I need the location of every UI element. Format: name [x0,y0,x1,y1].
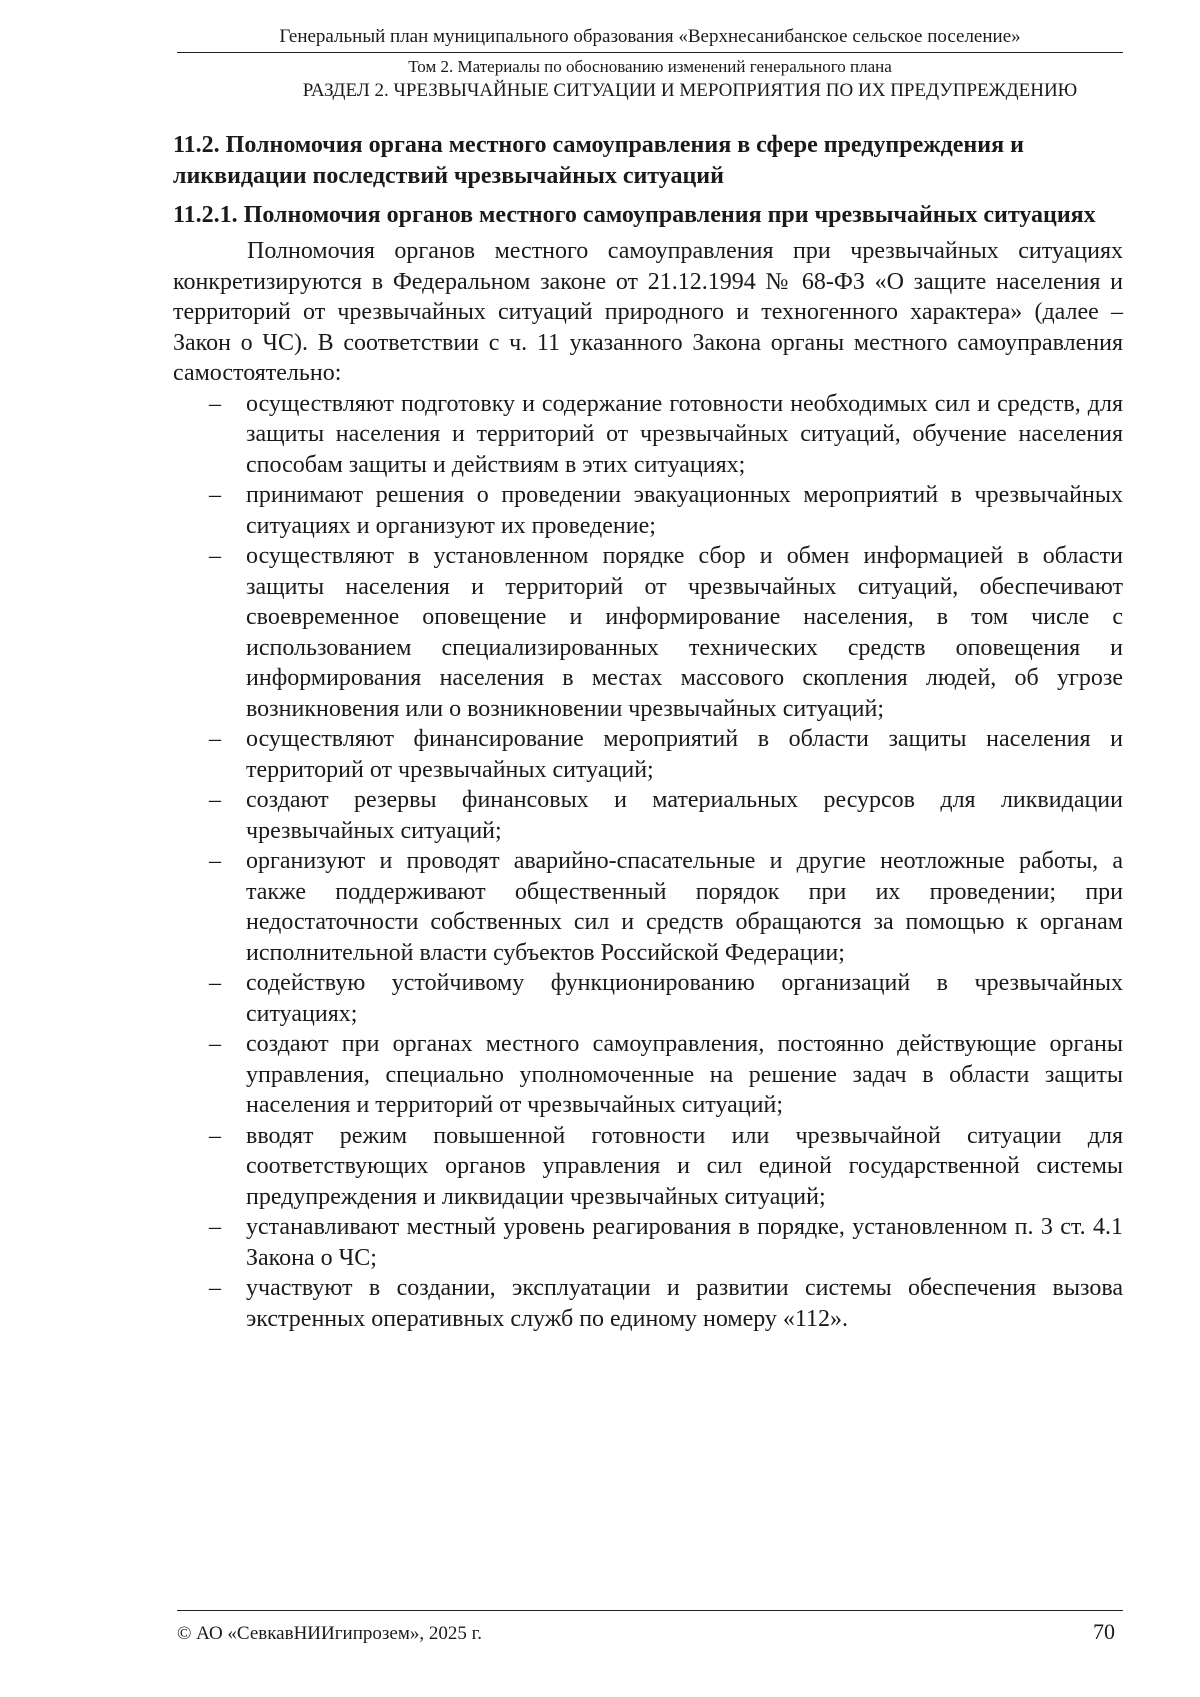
dash-marker: – [209,848,221,874]
powers-list [173,389,1123,1335]
list-item-text: устанавливают местный уровень реагирования в порядке, установленном п. 3 ст. 4.1 Закона о ЧС; [246,1214,1123,1271]
dash-marker: – [209,1275,221,1301]
dash-marker: – [209,1214,221,1240]
list-item-text: организуют и проводят аварийно-спасательные и другие неотложные работы, а также поддерживают общественный порядок при их проведении; при недостаточности собственных сил и средств обращаются за помощью к органам исполнительной власти субъектов Российской Федерации; [246,848,1123,966]
list-item [173,480,1123,541]
list-item-text: создают при органах местного самоуправления, постоянно действующие органы управления, специально уполномоченные на решение задач в области защиты населения и территорий от чрезвычайных ситуаций; [246,1031,1123,1118]
dash-marker: – [209,543,221,569]
page-footer [177,1610,1123,1647]
subsection-heading: 11.2.1. Полномочия органов местного самоуправления при чрезвычайных ситуациях [173,202,1096,228]
dash-marker: – [209,1122,221,1149]
list-item [173,724,1123,785]
header-volume-title: Том 2. Материалы по обоснованию изменений генерального плана [408,57,892,76]
list-item [173,1212,1123,1273]
section-content [173,130,1123,1334]
intro-paragraph: Полномочия органов местного самоуправления при чрезвычайных ситуациях конкретизируются в Федеральном законе от 21.12.1994 № 68-ФЗ «О защите населения и территорий от чрезвычайных ситуаций природного и техногенного характера» (далее – Закон о ЧС). В соответствии с ч. 11 указанного Закона органы местного самоуправления самостоятельно: [173,238,1123,386]
page-number: 70 [1093,1619,1115,1644]
dash-marker: – [209,726,221,752]
list-item [173,785,1123,846]
section-heading: 11.2. Полномочия органа местного самоуправления в сфере предупреждения и ликвидации последствий чрезвычайных ситуаций [173,132,1024,189]
list-item [173,968,1123,1029]
list-item [173,1273,1123,1334]
header-section-title: РАЗДЕЛ 2. ЧРЕЗВЫЧАЙНЫЕ СИТУАЦИИ И МЕРОПРИЯТИЯ ПО ИХ ПРЕДУПРЕЖДЕНИЮ [302,80,1078,101]
dash-marker: – [209,390,221,417]
list-item-text: участвуют в создании, эксплуатации и развитии системы обеспечения вызова экстренных оперативных служб по единому номеру «112». [246,1275,1123,1332]
list-item-text: создают резервы финансовых и материальных ресурсов для ликвидации чрезвычайных ситуаций; [246,787,1123,844]
list-item-text: содействую устойчивому функционированию организаций в чрезвычайных ситуациях; [246,970,1123,1027]
list-item [173,846,1123,968]
dash-marker: – [209,787,221,813]
running-header [177,24,1123,103]
footer-row [177,1611,1123,1647]
list-item-text: осуществляют подготовку и содержание готовности необходимых сил и средств, для защиты населения и территорий от чрезвычайных ситуаций, обучение населения способам защиты и действиям в этих ситуациях; [246,390,1123,478]
list-item-text: осуществляют финансирование мероприятий в области защиты населения и территорий от чрезвычайных ситуаций; [246,726,1123,783]
header-document-title: Генеральный план муниципального образования «Верхнесанибанское сельское поселение» [279,26,1021,47]
dash-marker: – [209,482,221,508]
dash-marker: – [209,970,221,996]
list-item [173,1121,1123,1213]
copyright-text: © АО «СевкавНИИгипрозем», 2025 г. [177,1623,482,1644]
list-item-text: вводят режим повышенной готовности или чрезвычайной ситуации для соответствующих органов управления и сил единой государственной системы предупреждения и ликвидации чрезвычайных ситуаций; [246,1122,1123,1210]
list-item [173,389,1123,481]
list-item-text: осуществляют в установленном порядке сбор и обмен информацией в области защиты населения и территорий от чрезвычайных ситуаций, обеспечивают своевременное оповещение и информирование населения, в том числе с использованием специализированных технических средств оповещения и информирования населения в местах массового скопления людей, об угрозе возникновения или о возникновении чрезвычайных ситуаций; [246,543,1123,722]
list-item [173,1029,1123,1121]
list-item-text: принимают решения о проведении эвакуационных мероприятий в чрезвычайных ситуациях и организуют их проведение; [246,482,1123,539]
header-divider [177,52,1123,53]
dash-marker: – [209,1031,221,1057]
list-item [173,541,1123,724]
